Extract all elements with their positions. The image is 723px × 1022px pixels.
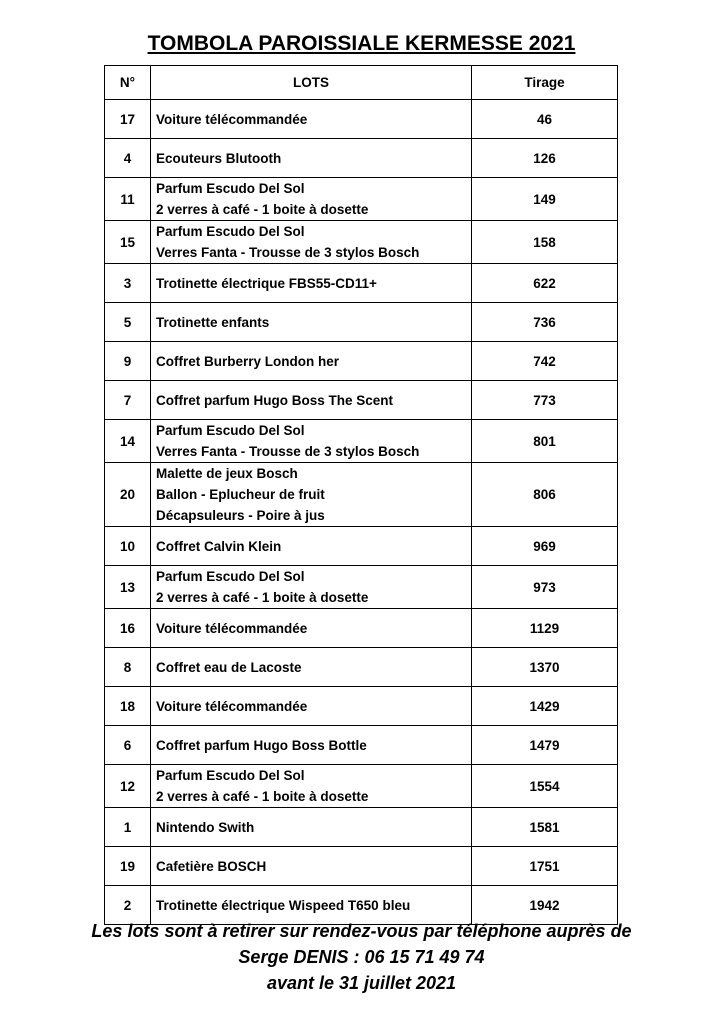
lot-line: Ecouteurs Blutooth xyxy=(156,150,282,166)
cell-lot xyxy=(151,342,472,381)
lot-line: Malette de jeux Bosch xyxy=(156,466,298,481)
cell-lot xyxy=(151,420,472,463)
cell-num: 12 xyxy=(105,765,151,808)
footer-note xyxy=(0,918,723,996)
cell-tirage: 773 xyxy=(472,381,618,420)
footer-line-1: Les lots sont à retirer sur rendez-vous par téléphone auprès de xyxy=(91,921,632,941)
page-title: TOMBOLA PAROISSIALE KERMESSE 2021 xyxy=(147,32,576,55)
table-row xyxy=(105,765,618,808)
cell-tirage: 1751 xyxy=(472,847,618,886)
cell-num: 4 xyxy=(105,139,151,178)
cell-tirage: 1581 xyxy=(472,808,618,847)
cell-tirage: 973 xyxy=(472,566,618,609)
lot-line: Voiture télécommandée xyxy=(156,620,308,636)
cell-lot xyxy=(151,221,472,264)
cell-lot xyxy=(151,726,472,765)
table-row xyxy=(105,381,618,420)
cell-tirage: 46 xyxy=(472,100,618,139)
table-row xyxy=(105,808,618,847)
lot-line: Trotinette électrique FBS55-CD11+ xyxy=(156,275,377,291)
table-row xyxy=(105,342,618,381)
cell-lot xyxy=(151,100,472,139)
cell-lot xyxy=(151,808,472,847)
lot-line: Coffret Calvin Klein xyxy=(156,538,282,554)
cell-tirage: 801 xyxy=(472,420,618,463)
table-row xyxy=(105,221,618,264)
table-row xyxy=(105,264,618,303)
table-row xyxy=(105,100,618,139)
lot-line: Parfum Escudo Del Sol xyxy=(156,181,305,196)
cell-tirage: 1129 xyxy=(472,609,618,648)
cell-lot xyxy=(151,847,472,886)
cell-num: 17 xyxy=(105,100,151,139)
cell-num: 2 xyxy=(105,886,151,925)
lot-line: Parfum Escudo Del Sol xyxy=(156,423,305,438)
cell-num: 18 xyxy=(105,687,151,726)
lot-line: Coffret parfum Hugo Boss Bottle xyxy=(156,737,367,753)
cell-num: 13 xyxy=(105,566,151,609)
lot-line: 2 verres à café - 1 boite à dosette xyxy=(156,202,369,217)
cell-num: 16 xyxy=(105,609,151,648)
table-row xyxy=(105,178,618,221)
cell-num: 15 xyxy=(105,221,151,264)
cell-lot xyxy=(151,381,472,420)
cell-tirage: 736 xyxy=(472,303,618,342)
cell-num: 6 xyxy=(105,726,151,765)
lot-line: Parfum Escudo Del Sol xyxy=(156,569,305,584)
cell-tirage: 1479 xyxy=(472,726,618,765)
cell-num: 3 xyxy=(105,264,151,303)
lot-line: Coffret Burberry London her xyxy=(156,353,340,369)
lot-line: Voiture télécommandée xyxy=(156,111,308,127)
lot-line: Parfum Escudo Del Sol xyxy=(156,224,305,239)
cell-lot xyxy=(151,765,472,808)
cell-tirage: 1554 xyxy=(472,765,618,808)
cell-num: 20 xyxy=(105,463,151,527)
cell-lot xyxy=(151,264,472,303)
cell-lot xyxy=(151,139,472,178)
cell-lot xyxy=(151,687,472,726)
cell-lot xyxy=(151,527,472,566)
cell-num: 7 xyxy=(105,381,151,420)
table-row xyxy=(105,139,618,178)
table-row xyxy=(105,566,618,609)
table-row xyxy=(105,648,618,687)
cell-tirage: 1370 xyxy=(472,648,618,687)
table-header-row xyxy=(105,66,618,100)
cell-num: 11 xyxy=(105,178,151,221)
lot-line: Cafetière BOSCH xyxy=(156,858,267,874)
footer-line-3: avant le 31 juillet 2021 xyxy=(266,973,457,993)
cell-num: 8 xyxy=(105,648,151,687)
lot-line: Trotinette électrique Wispeed T650 bleu xyxy=(156,897,411,913)
cell-num: 19 xyxy=(105,847,151,886)
cell-tirage: 126 xyxy=(472,139,618,178)
table-row xyxy=(105,420,618,463)
table-row xyxy=(105,687,618,726)
cell-lot xyxy=(151,648,472,687)
cell-lot xyxy=(151,178,472,221)
table-row xyxy=(105,463,618,527)
cell-tirage: 158 xyxy=(472,221,618,264)
lot-line: Voiture télécommandée xyxy=(156,698,308,714)
table-row xyxy=(105,527,618,566)
cell-num: 14 xyxy=(105,420,151,463)
header-num: N° xyxy=(105,66,151,100)
header-lots: LOTS xyxy=(151,66,472,100)
lot-line: Nintendo Swith xyxy=(156,819,255,835)
table-row xyxy=(105,609,618,648)
lot-line: Ballon - Eplucheur de fruit xyxy=(156,487,325,502)
lot-line: Décapsuleurs - Poire à jus xyxy=(156,508,325,523)
cell-tirage: 149 xyxy=(472,178,618,221)
cell-tirage: 1942 xyxy=(472,886,618,925)
table-row xyxy=(105,726,618,765)
cell-num: 9 xyxy=(105,342,151,381)
cell-num: 1 xyxy=(105,808,151,847)
footer-line-2: Serge DENIS : 06 15 71 49 74 xyxy=(238,947,485,967)
cell-tirage: 742 xyxy=(472,342,618,381)
table-row xyxy=(105,847,618,886)
cell-tirage: 969 xyxy=(472,527,618,566)
lot-line: Verres Fanta - Trousse de 3 stylos Bosch xyxy=(156,444,420,459)
cell-num: 5 xyxy=(105,303,151,342)
lots-table xyxy=(104,65,618,925)
lot-line: Coffret eau de Lacoste xyxy=(156,659,302,675)
cell-lot xyxy=(151,609,472,648)
lot-line: 2 verres à café - 1 boite à dosette xyxy=(156,590,369,605)
header-tirage: Tirage xyxy=(472,66,618,100)
cell-num: 10 xyxy=(105,527,151,566)
cell-tirage: 622 xyxy=(472,264,618,303)
cell-lot xyxy=(151,463,472,527)
cell-tirage: 806 xyxy=(472,463,618,527)
lot-line: Coffret parfum Hugo Boss The Scent xyxy=(156,392,394,408)
lot-line: Parfum Escudo Del Sol xyxy=(156,768,305,783)
lot-line: Trotinette enfants xyxy=(156,314,270,330)
table-row xyxy=(105,303,618,342)
lot-line: 2 verres à café - 1 boite à dosette xyxy=(156,789,369,804)
table-body xyxy=(105,100,618,925)
cell-lot xyxy=(151,303,472,342)
lot-line: Verres Fanta - Trousse de 3 stylos Bosch xyxy=(156,245,420,260)
cell-tirage: 1429 xyxy=(472,687,618,726)
cell-lot xyxy=(151,566,472,609)
